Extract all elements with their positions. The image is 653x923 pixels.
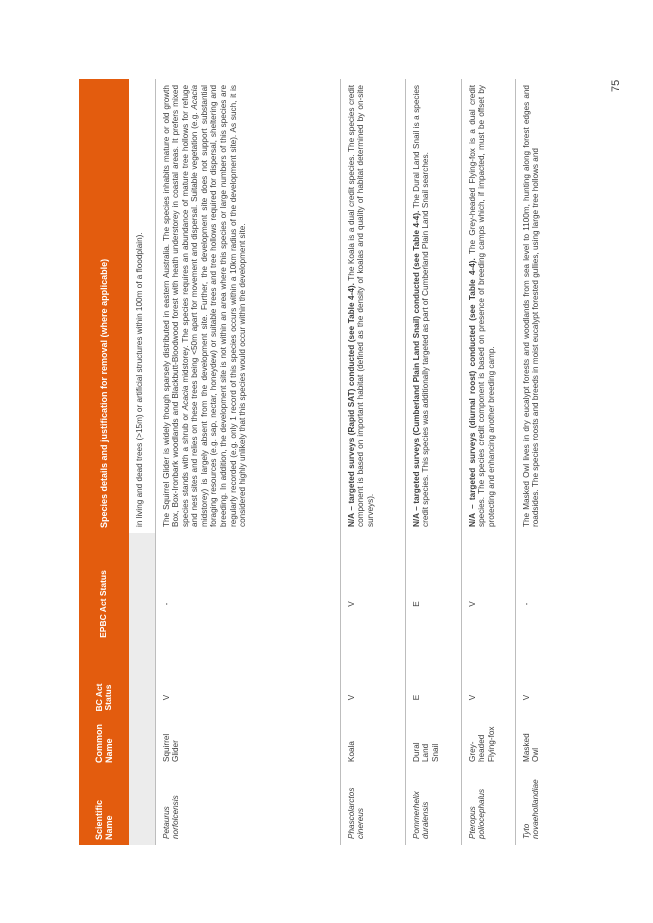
cell-bc-act: E [405,675,461,720]
details-italic: Acacia [190,85,200,110]
cell-epbc-act: V [340,533,405,675]
table-header-row [79,79,129,845]
cell-epbc-act: E [405,533,461,675]
cell-common-name: Koala [340,720,405,768]
cell-scientific-name: Tyto novaehollandiae [515,768,565,845]
cell-scientific-name [129,768,155,845]
cell-scientific-name: Petaurus norfolcensis [155,768,340,845]
cell-bc-act: V [515,675,565,720]
cell-common-name: Squirrel Glider [155,720,340,768]
table-row-masked-owl [515,79,565,845]
cell-common-name [129,720,155,768]
details-text: midstorey. The species requires an abundance of mature tree hollows for refuge and nest sites and relies on these trees being <50m apart for movement and dispersal. Suitable vegetation (e.g. [180,84,200,527]
cell-details-continuation: in living and dead trees (>15m) or artificial structures within 100m of a floodplain). [129,79,155,533]
cell-epbc-act [129,533,155,675]
details-lead: N/A – targeted surveys (diurnal roost) conducted (see Table 4-4). [467,258,477,527]
cell-details: The Masked Owl lives in dry eucalypt forests and woodlands from sea level to 1100m, hunting along forest edges and roadsides. The species roosts and breeds in moist eucalypt forested gullies, using large tree hollows and [515,79,565,533]
cell-details [155,79,340,533]
cell-epbc-act: - [155,533,340,675]
details-italic: Acacia [180,385,190,411]
header-scientific-name: Scientific Name [79,768,129,845]
cell-bc-act: V [155,675,340,720]
cell-bc-act: V [340,675,405,720]
cell-bc-act [129,675,155,720]
cell-epbc-act: - [515,533,565,675]
cell-scientific-name: Pteropus poliocephalus [461,768,515,845]
table-row-squirrel-glider [155,79,340,845]
species-table-rotated-wrapper [79,79,565,845]
cell-scientific-name: Phascolarctos cinereus [340,768,405,845]
cell-bc-act: V [461,675,515,720]
species-table [79,79,565,845]
cell-scientific-name: Pommerhelix duralensis [405,768,461,845]
cell-details [405,79,461,533]
cell-details [340,79,405,533]
cell-common-name: Masked Owl [515,720,565,768]
details-text: The Dural Land Snail is a species credit species. This species was additionally targeted as part of Cumberland Plain Land Snail searches. [411,85,431,527]
table-row-grey-headed-flying-fox [461,79,515,845]
table-row-continuation [129,79,155,845]
table-row-dural-land-snail [405,79,461,845]
details-lead: N/A – targeted surveys (Rapid SAT) conducted (see Table 4-4). [346,283,356,527]
page-number: 75 [610,79,622,92]
details-text: midstorey) is largely absent from the development site. Further, the development site does not support substantial foraging resources (e.g. sap, nectar, honeydew) or suitable trees and tree hollows required for dispersal, sheltering and breeding. In addition, the development site is not within an area where this species or large numbers of this species are regularly recorded (e.g. only 1 record of this species occurs within a 10km radius of the development site). As such, it is considered highly unlikely that this species would occur within the development site. [199,85,248,527]
header-species-details: Species details and justification for removal (where applicable) [79,79,129,533]
cell-epbc-act: V [461,533,515,675]
header-epbc-act-status: EPBC Act Status [79,533,129,675]
details-lead: N/A – targeted surveys (Cumberland Plain Land Snail) conducted (see Table 4-4). [411,210,421,527]
cell-common-name: Dural Land Snail [405,720,461,768]
details-text: The Grey-headed Flying-fox is a dual credit species. The species credit component is based on presence of breeding camps which, if impacted, must be offset by protecting and enhancing another breeding camp. [467,84,496,527]
details-text: The Squirrel Glider is widely though sparsely distributed in eastern Australia. The species inhabits mature or old growth Box, Box-Ironbark woodlands and Blackbutt-Bloodwood forest with heath understorey in coastal areas. It prefers mixed species stands with a shrub or [161,85,190,527]
table-row-koala [340,79,405,845]
cell-details [461,79,515,533]
details-text: The Koala is a dual credit species. The species credit component is based on important habitat (defined as the density of koalas and quality of habitat determined by on-site surveys). [346,85,375,527]
header-common-name: Common Name [79,720,129,768]
header-bc-act-status: BC Act Status [79,675,129,720]
cell-common-name: Grey-headed Flying-fox [461,720,515,768]
